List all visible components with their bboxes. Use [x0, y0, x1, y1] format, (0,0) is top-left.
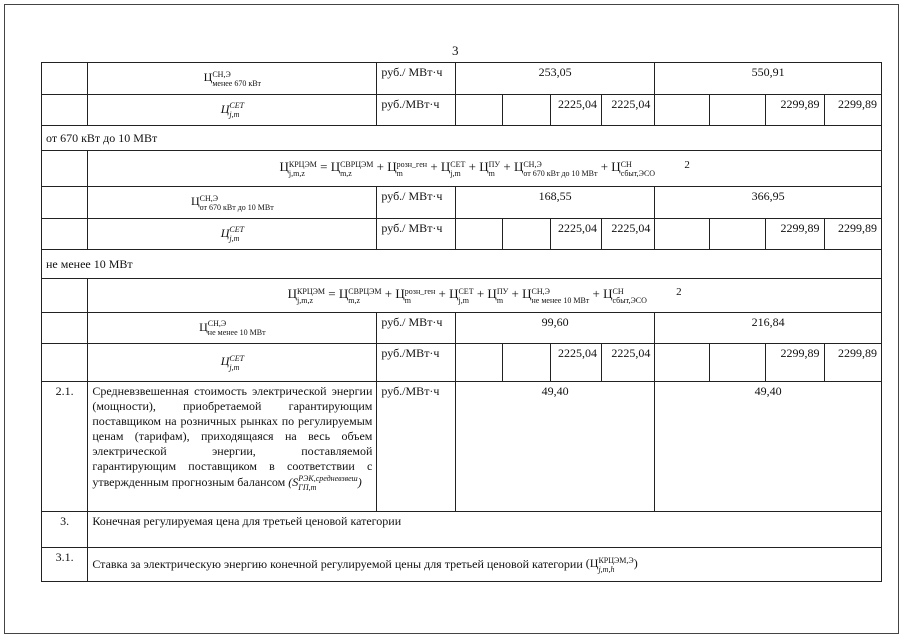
- table-row: [42, 187, 882, 219]
- value-cell: [455, 344, 502, 382]
- value-cell: 99,60: [455, 313, 654, 344]
- table-row: [42, 151, 882, 187]
- value-cell: 216,84: [655, 313, 882, 344]
- value-cell: 2225,04: [601, 95, 654, 126]
- value-cell: [503, 219, 550, 250]
- indicator-symbol: (Ц КРЦЭМ,Э j,m,h ): [585, 555, 638, 574]
- value-cell: 2299,89: [766, 219, 824, 250]
- description-cell: [88, 548, 882, 582]
- value-cell: 2299,89: [824, 219, 882, 250]
- row-number-cell: [42, 279, 88, 313]
- value-cell: [655, 344, 709, 382]
- unit-cell: руб./ МВт·ч: [377, 63, 456, 95]
- value-cell: 2225,04: [550, 219, 601, 250]
- row-number-cell: [42, 63, 88, 95]
- section-label: от 670 кВт до 10 МВт: [42, 126, 882, 151]
- section-label: не менее 10 МВт: [42, 250, 882, 279]
- formula: Ц КРЦЭМ j,m,z = Ц СВРЦЭМ m,z + Ц розн_ген m + Ц СЕТ j,m + Ц ПУ m + Ц СН,Э не менее 10 МВт + Ц СН сбыт,ЭСО: [287, 286, 647, 305]
- value-cell: [709, 219, 765, 250]
- formula-cell: [88, 151, 882, 187]
- table-row: [42, 279, 882, 313]
- indicator-symbol: Ц СЕТ j,m: [220, 353, 245, 372]
- table-row: [42, 512, 882, 548]
- description-cell: [88, 382, 377, 512]
- value-cell: 49,40: [655, 382, 882, 512]
- tariff-table: [41, 62, 882, 582]
- value-cell: 168,55: [455, 187, 654, 219]
- table-row: [42, 219, 882, 250]
- value-cell: 2299,89: [824, 344, 882, 382]
- value-cell: 49,40: [455, 382, 654, 512]
- table-row: [42, 313, 882, 344]
- value-cell: 2225,04: [601, 344, 654, 382]
- value-cell: 2225,04: [550, 95, 601, 126]
- value-cell: 2225,04: [550, 344, 601, 382]
- value-cell: 253,05: [455, 63, 654, 95]
- indicator-cell: [88, 63, 377, 95]
- value-cell: [709, 95, 765, 126]
- formula: Ц КРЦЭМ j,m,z = Ц СВРЦЭМ m,z + Ц розн_ген m + Ц СЕТ j,m + Ц ПУ m + Ц СН,Э от 670 кВт до 10 МВт + Ц СН сбыт,ЭСО: [279, 159, 656, 178]
- indicator-cell: [88, 187, 377, 219]
- footnote-mark: 2: [676, 286, 682, 299]
- table-row: [42, 548, 882, 582]
- description-text: Ставка за электрическую энергию конечной регулируемой цены для третьей ценовой категории: [92, 556, 583, 571]
- row-number-cell: [42, 151, 88, 187]
- value-cell: 2299,89: [766, 95, 824, 126]
- indicator-symbol: Ц СН,Э менее 670 кВт: [203, 69, 262, 88]
- row-number-cell: [42, 219, 88, 250]
- row-number-cell: 2.1.: [42, 382, 88, 512]
- indicator-symbol: Ц СН,Э не менее 10 МВт: [199, 319, 266, 337]
- value-cell: [503, 95, 550, 126]
- row-number-cell: 3.1.: [42, 548, 88, 582]
- page-number: 3: [452, 43, 459, 58]
- footnote-mark: 2: [684, 159, 690, 172]
- description-cell: Конечная регулируемая цена для третьей ценовой категории: [88, 512, 882, 548]
- value-cell: 2299,89: [766, 344, 824, 382]
- indicator-cell: [88, 95, 377, 126]
- unit-cell: руб./ МВт·ч: [377, 219, 456, 250]
- indicator-symbol: Ц СН,Э от 670 кВт до 10 МВт: [190, 193, 274, 212]
- table-row: [42, 382, 882, 512]
- unit-cell: руб./МВт·ч: [377, 344, 456, 382]
- value-cell: [503, 344, 550, 382]
- row-number-cell: [42, 95, 88, 126]
- indicator-symbol: (S РЭК,средневзвеш ГП,m ): [288, 474, 362, 492]
- table-row: [42, 95, 882, 126]
- value-cell: [709, 344, 765, 382]
- indicator-cell: [88, 313, 377, 344]
- indicator-cell: [88, 219, 377, 250]
- value-cell: 2225,04: [601, 219, 654, 250]
- description-text: Средневзвешенная стоимость электрической энергии (мощности), приобретаемой гарантирующим поставщиком на розничных рынках по регулируемым ценам (тарифам), приходящаяся на весь объем электрической энергии, поставляемой гарантирующим поставщиком в соответствии с утвержденным прогнозным балансом: [92, 384, 373, 489]
- table-row: [42, 344, 882, 382]
- indicator-symbol: Ц СЕТ j,m: [220, 101, 245, 119]
- indicator-cell: [88, 344, 377, 382]
- table-row: [42, 250, 882, 279]
- unit-cell: руб./ МВт·ч: [377, 313, 456, 344]
- indicator-symbol: Ц СЕТ j,m: [220, 225, 245, 243]
- value-cell: [655, 219, 709, 250]
- value-cell: 2299,89: [824, 95, 882, 126]
- formula-cell: [88, 279, 882, 313]
- value-cell: [455, 95, 502, 126]
- value-cell: [655, 95, 709, 126]
- table-row: [42, 126, 882, 151]
- value-cell: [455, 219, 502, 250]
- unit-cell: руб./ МВт·ч: [377, 187, 456, 219]
- row-number-cell: [42, 344, 88, 382]
- value-cell: 550,91: [655, 63, 882, 95]
- row-number-cell: [42, 187, 88, 219]
- table-row: [42, 63, 882, 95]
- unit-cell: руб./МВт·ч: [377, 95, 456, 126]
- unit-cell: руб./МВт·ч: [377, 382, 456, 512]
- row-number-cell: 3.: [42, 512, 88, 548]
- value-cell: 366,95: [655, 187, 882, 219]
- row-number-cell: [42, 313, 88, 344]
